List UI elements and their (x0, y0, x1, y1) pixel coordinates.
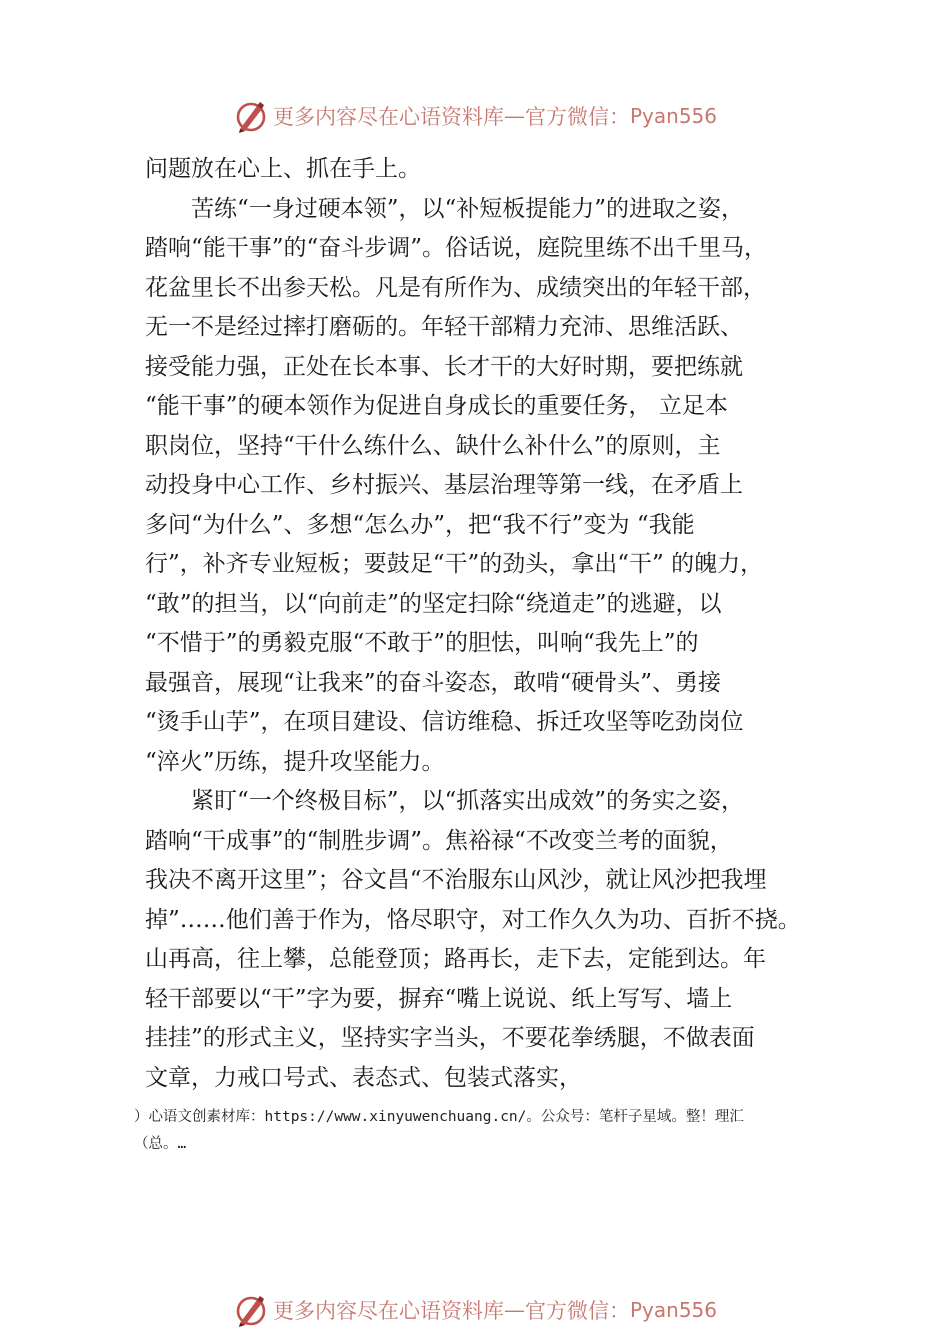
body-line: 多问“为什么”、多想“怎么办”，把“我不行”变为 “我能 (145, 511, 695, 538)
body-line: 轻干部要以“干”字为要，摒弃“嘴上说说、纸上写写、墙上 (145, 985, 733, 1012)
body-line: 无一不是经过摔打磨砺的。年轻干部精力充沛、思维活跃、 (145, 314, 743, 340)
body-line: 问题放在心上、抓在手上。 (145, 156, 421, 182)
footer-label: 官方微信： (524, 1299, 630, 1323)
article-body (145, 150, 845, 1098)
body-line: 掉”……他们善于作为，恪尽职守，对工作久久为功、百折不挠。 (145, 906, 801, 933)
body-line: “敢”的担当，以“向前走”的坚定扫除“绕道走”的逃避，以 (145, 590, 722, 617)
body-line: 行”，补齐专业短板；要鼓足“干”的劲头，拿出“干” 的魄力， (145, 551, 764, 577)
header-banner (0, 94, 950, 138)
body-line: 山再高，往上攀，总能登顶；路再长，走下去，定能到达。年 (145, 946, 766, 972)
body-line: 花盆里长不出参天松。凡是有所作为、成绩突出的年轻干部， (145, 274, 766, 301)
pen-circle-logo-icon (233, 98, 269, 134)
body-line: 苦练“一身过硬本领”，以“补短板提能力”的进取之姿， (145, 195, 745, 222)
body-line: 踏响“能干事”的“奋斗步调”。俗话说，庭院里练不出千里马， (145, 235, 768, 261)
footnote-line: （总。… (134, 1136, 187, 1152)
pen-circle-logo-icon (233, 1292, 269, 1328)
body-line: 我决不离开这里”；谷文昌“不治服东山风沙，就让风沙把我埋 (145, 867, 767, 893)
body-line: 文章，力戒口号式、表态式、包装式落实， (145, 1064, 582, 1091)
body-line: “不惜于”的勇毅克服“不敢于”的胆怯，叫响“我先上”的 (145, 630, 699, 656)
header-brand: 更多内容尽在心语资料库 (272, 105, 504, 129)
body-line: “淬火”历练，提升攻坚能力。 (145, 748, 445, 775)
body-line: 动投身中心工作、乡村振兴、基层治理等第一线，在矛盾上 (145, 472, 743, 498)
footer-brand: 更多内容尽在心语资料库 (272, 1299, 504, 1323)
body-line: 挂挂”的形式主义，坚持实字当头，不要花拳绣腿，不做表面 (145, 1025, 755, 1051)
footer-dash: — (503, 1298, 525, 1322)
body-line: 紧盯“一个终极目标”，以“抓落实出成效”的务实之姿， (145, 788, 745, 814)
header-dash: — (503, 104, 525, 128)
body-line: 最强音，展现“让我来”的奋斗姿态，敢啃“硬骨头”、勇接 (145, 669, 722, 696)
body-line: “烫手山芋”，在项目建设、信访维稳、拆迁攻坚等吃劲岗位 (145, 709, 744, 735)
body-line: 踏响“干成事”的“制胜步调”。焦裕禄“不改变兰考的面貌， (145, 827, 733, 854)
body-line: “能干事”的硬本领作为促进自身成长的重要任务， 立足本 (145, 393, 728, 419)
body-line: 职岗位，坚持“干什么练什么、缺什么补什么”的原则，主 (145, 432, 721, 459)
header-label: 官方微信： (524, 105, 630, 129)
header-wechat-id: Pyan556 (629, 104, 717, 128)
source-footnote (134, 1104, 834, 1158)
footer-banner (0, 1288, 950, 1332)
footnote-line: ）心语文创素材库：https://www.xinyuwenchuang.cn/。公众号：笔杆子星域。整！理汇 (134, 1109, 744, 1125)
body-line: 接受能力强，正处在长本事、长才干的大好时期，要把练就 (145, 353, 743, 380)
footer-wechat-id: Pyan556 (629, 1298, 717, 1322)
